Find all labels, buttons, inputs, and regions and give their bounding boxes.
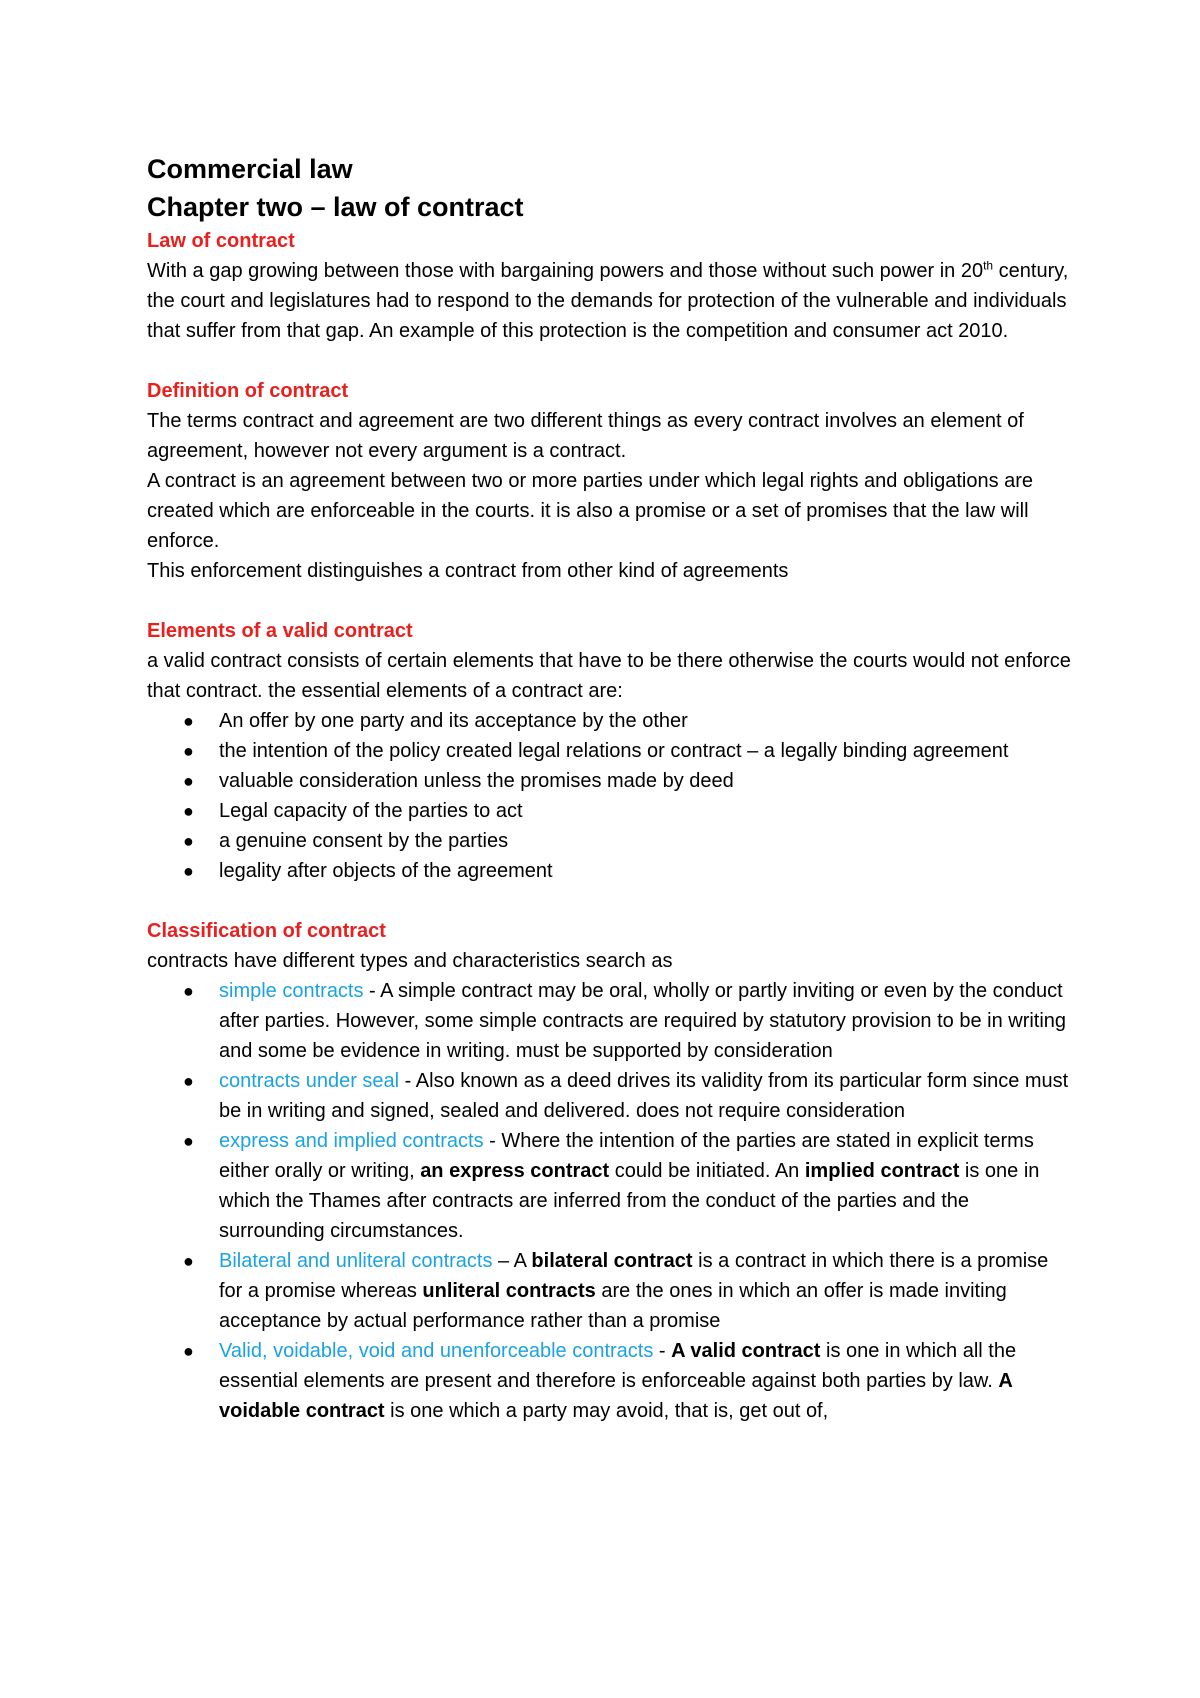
heading-definition: Definition of contract	[147, 380, 349, 402]
classification-list	[147, 976, 1077, 1426]
list-item-valid-voidable	[183, 1336, 1077, 1426]
bullet-icon: ●	[183, 1251, 194, 1271]
term-simple-contracts: simple contracts	[219, 980, 364, 1002]
list-item-text: - A simple contract may be oral, wholly or partly inviting or even by the conduct after parties. However, some simple contracts are required by statutory provision to be in writing and some be evidence in writing. must be supported by consideration	[219, 980, 1067, 1062]
bullet-icon: ●	[183, 861, 194, 881]
list-item-text: is one in which all the essential elements are present and therefore is enforceable against both parties by law.	[219, 1340, 1017, 1392]
list-item	[183, 706, 1077, 736]
term-express-implied: express and implied contracts	[219, 1130, 484, 1152]
list-item-express-implied	[183, 1126, 1077, 1246]
bullet-icon: ●	[183, 1071, 194, 1091]
bullet-icon: ●	[183, 1341, 194, 1361]
list-item-text: legality after objects of the agreement	[219, 860, 553, 882]
bold-term: an express contract	[420, 1160, 610, 1182]
list-item-text: Legal capacity of the parties to act	[219, 800, 523, 822]
bold-term: bilateral contract	[531, 1250, 693, 1272]
bullet-icon: ●	[183, 771, 194, 791]
list-item	[183, 736, 1077, 766]
list-item-bilateral-unliteral	[183, 1246, 1077, 1336]
bullet-icon: ●	[183, 981, 194, 1001]
bold-term: A voidable contract	[219, 1370, 1013, 1422]
bold-term: unliteral contracts	[422, 1280, 596, 1302]
list-item-text: are the ones in which an offer is made inviting acceptance by actual performance rather than a promise	[219, 1280, 1007, 1332]
list-item-text: could be initiated. An	[609, 1160, 805, 1182]
bullet-icon: ●	[183, 741, 194, 761]
bullet-icon: ●	[183, 801, 194, 821]
list-item-text: - Where the intention of the parties are stated in explicit terms either orally or writing,	[219, 1130, 1034, 1182]
heading-elements: Elements of a valid contract	[147, 620, 413, 642]
bullet-icon: ●	[183, 831, 194, 851]
law-text-sup: th	[983, 258, 994, 273]
list-item-text: is a contract in which there is a promise for a promise whereas	[219, 1250, 1049, 1302]
list-item-text: is one which a party may avoid, that is, get out of,	[384, 1400, 829, 1422]
bullet-icon: ●	[183, 711, 194, 731]
list-item-contracts-under-seal	[183, 1066, 1077, 1126]
list-item-text: An offer by one party and its acceptance by the other	[219, 710, 688, 732]
law-paragraph	[147, 256, 1077, 346]
list-item-text: – A	[492, 1250, 532, 1272]
list-item	[183, 856, 1077, 886]
list-item-text: valuable consideration unless the promises made by deed	[219, 770, 734, 792]
elements-list	[147, 706, 1077, 886]
list-item	[183, 766, 1077, 796]
heading-classification: Classification of contract	[147, 920, 386, 942]
law-text-a: With a gap growing between those with bargaining powers and those without such power in 20	[147, 260, 984, 282]
term-bilateral-unliteral: Bilateral and unliteral contracts	[219, 1250, 493, 1272]
list-item-text: is one in which the Thames after contracts are inferred from the conduct of the parties and the surrounding circumstances.	[219, 1160, 1040, 1242]
law-text-b: century, the court and legislatures had to respond to the demands for protection of the vulnerable and individuals that suffer from that gap. An example of this protection is the competition and consumer act 2010.	[147, 260, 1069, 342]
document-title: Commercial law	[147, 154, 353, 184]
definition-paragraph-2: A contract is an agreement between two or more parties under which legal rights and obligations are created which are enforceable in the courts. it is also a promise or a set of promises that the law will enforce.	[147, 470, 1034, 552]
list-item-simple-contracts	[183, 976, 1077, 1066]
list-item-text: the intention of the policy created legal relations or contract – a legally binding agreement	[219, 740, 1009, 762]
list-item-text: - Also known as a deed drives its validity from its particular form since must be in writing and signed, sealed and delivered. does not require consideration	[219, 1070, 1069, 1122]
bold-term: implied contract	[804, 1160, 960, 1182]
definition-paragraph-1: The terms contract and agreement are two different things as every contract involves an element of agreement, however not every argument is a contract.	[147, 410, 1024, 462]
list-item	[183, 796, 1077, 826]
term-valid-voidable: Valid, voidable, void and unenforceable contracts	[219, 1340, 654, 1362]
bullet-icon: ●	[183, 1131, 194, 1151]
heading-law-of-contract: Law of contract	[147, 230, 295, 252]
term-contracts-under-seal: contracts under seal	[219, 1070, 400, 1092]
elements-intro: a valid contract consists of certain elements that have to be there otherwise the courts would not enforce that contract. the essential elements of a contract are:	[147, 650, 1071, 702]
definition-paragraph-3: This enforcement distinguishes a contract from other kind of agreements	[147, 560, 789, 582]
list-item-text: a genuine consent by the parties	[219, 830, 509, 852]
classification-intro: contracts have different types and characteristics search as	[147, 950, 673, 972]
bold-term: A valid contract	[671, 1340, 821, 1362]
document-page	[147, 150, 1077, 1426]
chapter-title: Chapter two – law of contract	[147, 192, 524, 222]
list-item	[183, 826, 1077, 856]
list-item-text: -	[653, 1340, 672, 1362]
